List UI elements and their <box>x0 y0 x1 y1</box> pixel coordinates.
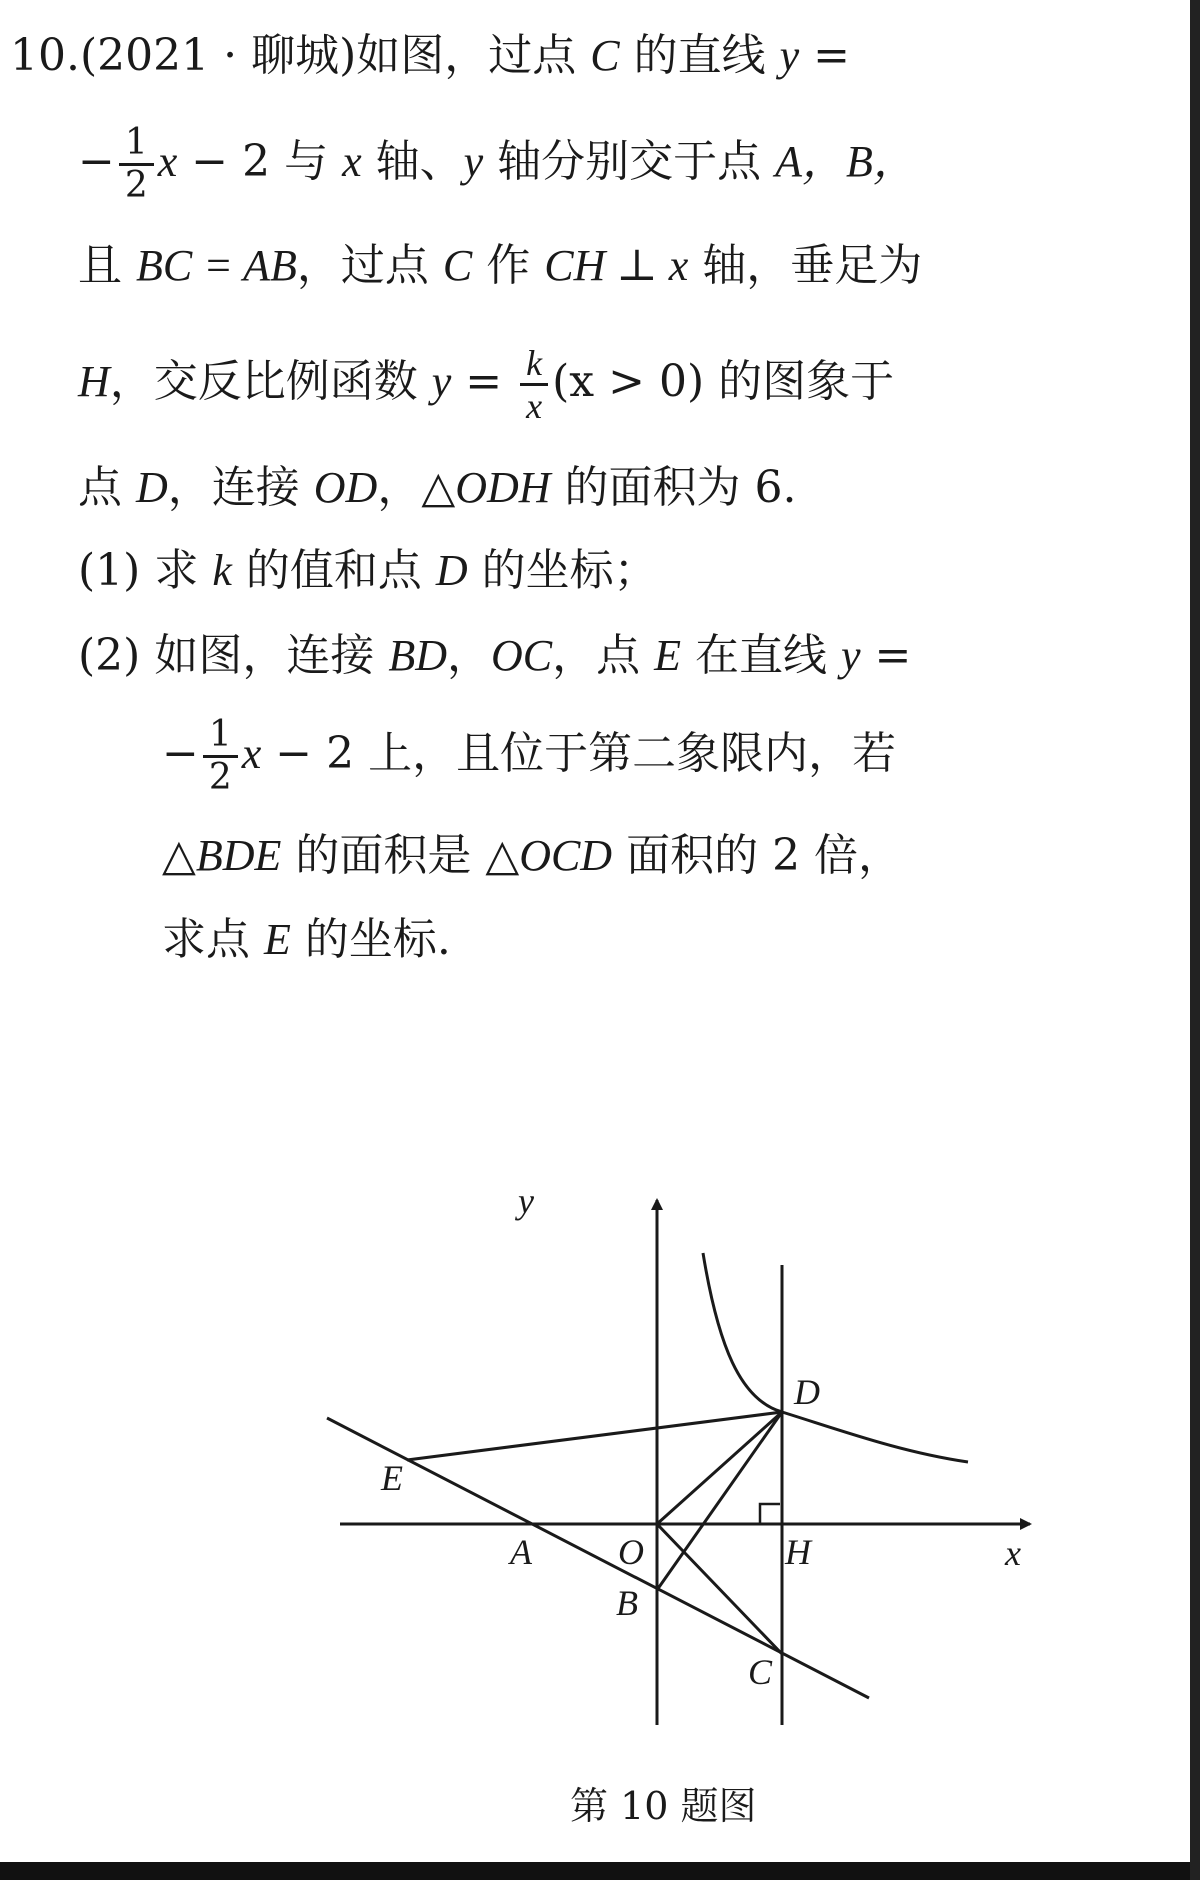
text-fragment: 求点 <box>162 914 264 965</box>
problem-line-1 <box>10 28 850 84</box>
var-E: E <box>654 631 681 680</box>
question-2 <box>78 628 911 684</box>
points-A-B: A，B， <box>775 137 917 186</box>
var-k: k <box>212 546 232 595</box>
text-fragment: 作 <box>472 240 545 291</box>
var-y: y <box>463 137 484 186</box>
var-C: C <box>442 241 473 290</box>
text-fragment: 轴、 <box>361 136 464 187</box>
var-D: D <box>136 463 168 512</box>
denominator: 2 <box>124 165 148 206</box>
var-y: y <box>840 631 861 680</box>
label-D: D <box>794 1372 820 1412</box>
domain-condition: (x > 0) <box>552 356 705 407</box>
right-angle-mark <box>760 1504 780 1524</box>
text-fragment: 轴分别交于点 <box>483 136 776 187</box>
text-fragment: = <box>860 630 912 681</box>
question-2-line-3 <box>162 828 902 884</box>
var-x: x <box>342 137 362 186</box>
segment-OD: OD <box>313 463 378 512</box>
triangle-ODH: ODH <box>455 463 551 512</box>
perpendicular-statement: CH ⊥ x <box>544 241 689 290</box>
label-O: O <box>618 1532 644 1572</box>
label-H: H <box>785 1532 811 1572</box>
equation-bc-ab: BC = AB <box>136 241 297 290</box>
problem-line-5 <box>78 460 796 516</box>
text-fragment: 的值和点 <box>231 545 436 596</box>
figure-caption: 第 10 题图 <box>570 1784 757 1828</box>
label-C: C <box>748 1652 773 1692</box>
segment-ED <box>407 1412 782 1460</box>
var-x: x <box>157 137 178 186</box>
text-fragment: = <box>799 30 850 81</box>
text-fragment: 的面积为 6. <box>550 462 797 513</box>
var-y: y <box>779 31 800 80</box>
text-fragment: 的坐标. <box>290 914 451 965</box>
var-y: y <box>431 357 452 406</box>
problem-line-3 <box>78 238 922 294</box>
text-fragment: 如图，连接 <box>140 630 389 681</box>
label-y-axis: y <box>518 1190 534 1221</box>
segment-OC: OC <box>490 631 553 680</box>
question-label: (1) <box>78 545 141 596</box>
var-C: C <box>590 31 620 80</box>
question-1 <box>78 543 658 599</box>
numerator: k <box>520 343 548 386</box>
text-fragment: 面积的 2 倍， <box>612 830 903 881</box>
text-fragment: 的直线 <box>619 30 780 81</box>
var-D: D <box>435 546 468 595</box>
segment-OC <box>657 1524 782 1654</box>
numerator: 1 <box>119 123 154 166</box>
hyperbola-curve <box>703 1253 968 1462</box>
geometry-figure <box>300 1190 1060 1750</box>
right-edge-bar <box>1190 0 1200 1880</box>
problem-line-2 <box>78 120 917 206</box>
text-fragment: ，过点 <box>296 240 443 291</box>
bottom-edge-bar <box>0 1862 1200 1880</box>
problem-number: 10. <box>10 30 80 81</box>
text-fragment: ，点 <box>552 630 655 681</box>
question-label: (2) <box>78 630 141 681</box>
triangle-BDE: BDE <box>195 831 282 880</box>
text-fragment: 的面积是 △ <box>281 830 520 881</box>
numerator: 1 <box>203 715 238 758</box>
label-E: E <box>381 1458 403 1498</box>
var-E: E <box>264 915 291 964</box>
segment-BD: BD <box>388 631 447 680</box>
text-fragment: ，连接 <box>167 462 314 513</box>
text-fragment: 轴，垂足为 <box>688 240 923 291</box>
text-fragment: ，交反比例函数 <box>109 356 432 407</box>
text-fragment: − 2 与 <box>177 136 343 187</box>
problem-line-4 <box>78 340 894 426</box>
var-x: x <box>241 729 262 778</box>
text-fragment: ，△ <box>377 462 456 513</box>
text-fragment: ， <box>446 630 491 681</box>
text-fragment: 如图，过点 <box>356 30 591 81</box>
text-fragment: 的坐标； <box>467 545 658 596</box>
fraction-one-half <box>203 715 238 798</box>
text-fragment: 点 <box>78 462 136 513</box>
triangle-OCD: OCD <box>519 831 613 880</box>
text-fragment: − 2 上，且位于第二象限内，若 <box>261 728 897 779</box>
text-fragment: 且 <box>78 240 136 291</box>
text-fragment: △ <box>162 830 196 881</box>
text-fragment: = <box>451 356 517 407</box>
problem-source: (2021 · 聊城) <box>79 30 357 81</box>
denominator: x <box>526 386 543 426</box>
question-2-line-4 <box>162 912 451 968</box>
segment-BD <box>657 1412 782 1590</box>
minus-sign: − <box>162 728 199 779</box>
var-H: H <box>78 357 110 406</box>
label-A: A <box>510 1532 532 1572</box>
question-2-line-2 <box>162 712 896 798</box>
segment-OD <box>657 1412 782 1524</box>
text-fragment: 在直线 <box>680 630 841 681</box>
text-fragment: 的图象于 <box>704 356 895 407</box>
text-fragment: 求 <box>140 545 213 596</box>
label-x-axis: x <box>1005 1533 1021 1573</box>
label-B: B <box>616 1583 638 1623</box>
minus-sign: − <box>78 136 115 187</box>
fraction-one-half <box>119 123 154 206</box>
denominator: 2 <box>208 757 232 798</box>
fraction-k-over-x <box>520 343 548 426</box>
